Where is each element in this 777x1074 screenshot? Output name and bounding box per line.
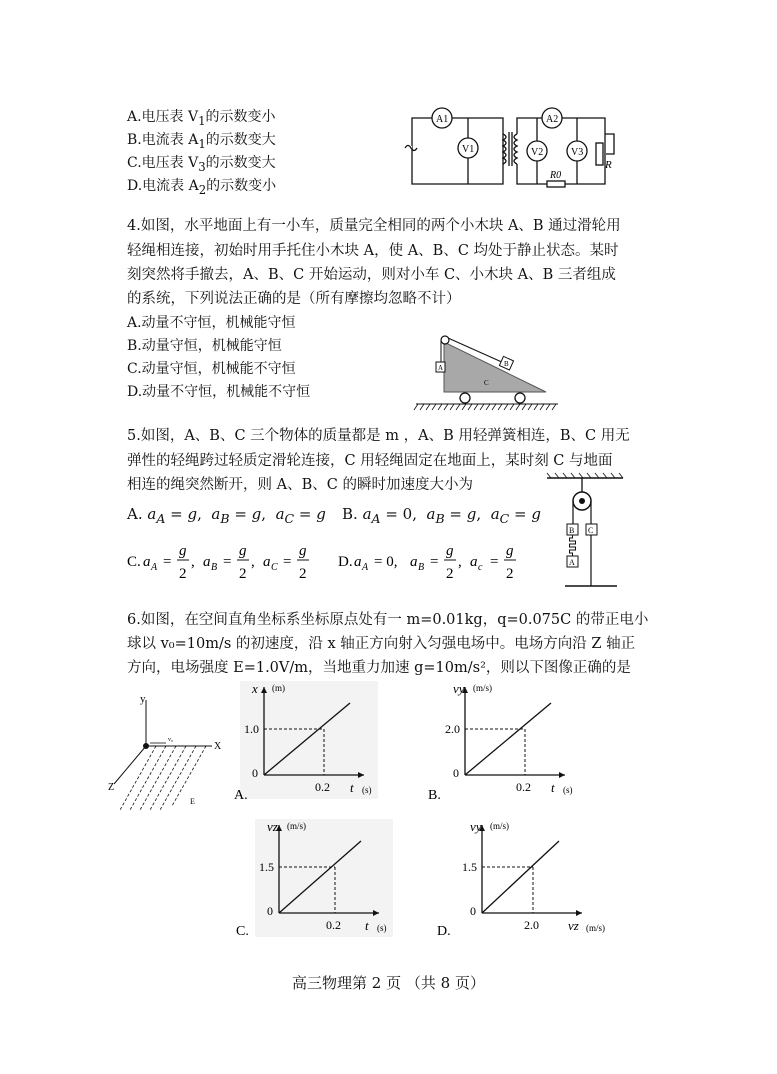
svg-text:a: a bbox=[470, 554, 478, 570]
y-axis-name: vy bbox=[470, 819, 482, 834]
cart-c-label: C bbox=[484, 379, 489, 387]
x-axis-unit: (s) bbox=[362, 785, 372, 795]
y-tick-label: 1.5 bbox=[462, 860, 477, 874]
x-tick-label: 2.0 bbox=[524, 918, 539, 932]
q4-line-1: 4.如图，水平地面上有一小车，质量完全相同的两个小木块 A、B 通过滑轮用 bbox=[127, 218, 621, 234]
x-arrow bbox=[559, 772, 565, 778]
q4-line-2: 轻绳相连接，初始时用手托住小木块 A，使 A、B、C 均处于静止状态。某时 bbox=[127, 243, 619, 259]
v0-label: v₀ bbox=[168, 737, 174, 743]
x-axis-label: X bbox=[214, 741, 222, 752]
svg-text:B: B bbox=[211, 562, 218, 573]
y-axis-name: vy bbox=[453, 681, 465, 696]
svg-text:a: a bbox=[263, 554, 271, 570]
svg-text:g: g bbox=[506, 543, 514, 559]
q5-line-1: 5.如图，A、B、C 三个物体的质量都是 m ，A、B 用轻弹簧相连，B、C 用无 bbox=[127, 428, 630, 444]
svg-text:2: 2 bbox=[239, 566, 247, 582]
graph-option-letter: B. bbox=[428, 788, 441, 803]
x-axis-unit: (m/s) bbox=[586, 923, 605, 933]
e-field-label: E bbox=[190, 797, 195, 806]
y-axis-unit: (m/s) bbox=[490, 821, 509, 831]
y-axis-unit: (m/s) bbox=[287, 821, 306, 831]
svg-text:2: 2 bbox=[506, 566, 514, 582]
y-axis-unit: (m/s) bbox=[473, 683, 492, 693]
q6-line-2: 球以 v₀=10m/s 的初速度，沿 x 轴正方向射入匀强电场中。电场方向沿 Z 轴正 bbox=[127, 636, 636, 652]
x-tick-label: 0.2 bbox=[326, 918, 341, 932]
x-axis-unit: (s) bbox=[377, 923, 387, 933]
graph-option-letter: D. bbox=[437, 924, 451, 939]
svg-text:g: g bbox=[179, 543, 187, 559]
v3-label: V3 bbox=[571, 147, 584, 158]
svg-text:C: C bbox=[271, 562, 278, 573]
q4-option-d: D.动量不守恒，机械能不守恒 bbox=[127, 384, 311, 400]
block-b-label: B bbox=[504, 360, 509, 368]
svg-text:=: = bbox=[223, 554, 232, 570]
svg-text:,: , bbox=[458, 554, 462, 570]
svg-text:B: B bbox=[418, 562, 425, 573]
x-arrow bbox=[576, 910, 582, 916]
a2-label: A2 bbox=[546, 114, 559, 125]
svg-text:=: = bbox=[163, 554, 172, 570]
q4-option-c: C.动量守恒，机械能不守恒 bbox=[127, 361, 296, 377]
q4-option-b: B.动量守恒，机械能守恒 bbox=[127, 338, 282, 354]
q3-option-d: D.电流表 $A_2$的示数变小 bbox=[127, 178, 277, 197]
graph-option-letter: A. bbox=[234, 788, 248, 803]
r-label: R bbox=[605, 159, 612, 171]
y-tick-label: 1.0 bbox=[244, 722, 259, 736]
svg-text:A: A bbox=[151, 562, 158, 573]
q5-line-3: 相连的绳突然断开，则 A、B、C 的瞬时加速度大小为 bbox=[127, 477, 473, 493]
data-line bbox=[482, 841, 559, 913]
svg-text:a: a bbox=[410, 554, 418, 570]
y-axis-unit: (m) bbox=[272, 683, 285, 693]
svg-text:2: 2 bbox=[446, 566, 454, 582]
x-axis-name: vz bbox=[568, 918, 579, 933]
svg-text:=: = bbox=[430, 554, 439, 570]
svg-text:2: 2 bbox=[299, 566, 307, 582]
svg-text:D.: D. bbox=[338, 554, 353, 570]
v1-label: V1 bbox=[462, 144, 475, 155]
v2-label: V2 bbox=[531, 147, 544, 158]
svg-text:g: g bbox=[299, 543, 307, 559]
svg-text:g: g bbox=[446, 543, 454, 559]
y-axis-label: y bbox=[140, 693, 146, 705]
svg-text:=: = bbox=[490, 554, 499, 570]
graph-option-4 bbox=[437, 819, 605, 939]
data-line bbox=[465, 703, 551, 775]
origin-label: 0 bbox=[453, 766, 459, 780]
block-a-label: A bbox=[438, 364, 444, 372]
svg-text:c: c bbox=[478, 562, 483, 573]
origin-label: 0 bbox=[252, 766, 258, 780]
r0-label: R0 bbox=[550, 170, 562, 181]
q4-line-3: 刻突然将手撤去，A、B、C 开始运动，则对小车 C、小木块 A、B 三者组成 bbox=[127, 267, 616, 283]
origin-label: 0 bbox=[470, 904, 476, 918]
x-axis-name: t bbox=[551, 780, 555, 795]
svg-text:a: a bbox=[354, 554, 362, 570]
q5-option-a: A. $a_A = g$, $a_B = g$, $a_C = g$ bbox=[127, 505, 326, 526]
block-a-label: A bbox=[569, 558, 575, 567]
svg-text:g: g bbox=[239, 543, 247, 559]
z-axis-label: Z bbox=[108, 782, 115, 793]
y-axis-name: vz bbox=[267, 819, 278, 834]
x-axis-unit: (s) bbox=[563, 785, 573, 795]
x-axis-name: t bbox=[350, 780, 354, 795]
graph-option-letter: C. bbox=[236, 924, 249, 939]
svg-text:= 0,: = 0, bbox=[374, 554, 398, 570]
y-tick-label: 1.5 bbox=[259, 860, 274, 874]
origin-label: 0 bbox=[267, 904, 273, 918]
graph-option-3 bbox=[236, 819, 393, 939]
svg-text:a: a bbox=[203, 554, 211, 570]
svg-text:A: A bbox=[362, 562, 369, 573]
q4-line-4: 的系统，下列说法正确的是（所有摩擦均忽略不计） bbox=[127, 291, 461, 307]
block-c-label: C bbox=[588, 526, 594, 535]
graph-option-2 bbox=[428, 681, 573, 803]
q3-option-a: A.电压表 $V_1$的示数变小 bbox=[127, 109, 276, 128]
a1-label: A1 bbox=[436, 114, 449, 125]
x-axis-name: t bbox=[365, 918, 369, 933]
x-tick-label: 0.2 bbox=[516, 780, 531, 794]
graph-option-1 bbox=[234, 681, 378, 803]
page-footer: 高三物理第 2 页 （共 8 页） bbox=[292, 974, 485, 992]
q4-option-a: A.动量不守恒，机械能守恒 bbox=[127, 315, 296, 331]
q6-line-1: 6.如图，在空间直角坐标系坐标原点处有一 m=0.01kg，q=0.075C 的带正电小 bbox=[127, 612, 649, 628]
svg-text:,: , bbox=[191, 554, 195, 570]
svg-text:,: , bbox=[251, 554, 255, 570]
q5-option-b: B. $a_A = 0$, $a_B = g$, $a_C = g$ bbox=[342, 505, 541, 526]
svg-text:C.: C. bbox=[127, 554, 141, 570]
svg-text:2: 2 bbox=[179, 566, 187, 582]
y-axis-name: x bbox=[252, 681, 258, 696]
q3-option-b: B.电流表 $A_1$的示数变大 bbox=[127, 132, 276, 151]
q6-line-3: 方向，电场强度 E=1.0V/m，当地重力加速 g=10m/s²，则以下图像正确的是 bbox=[127, 660, 631, 676]
y-tick-label: 2.0 bbox=[445, 722, 460, 736]
block-b-label: B bbox=[569, 526, 575, 535]
svg-text:=: = bbox=[283, 554, 292, 570]
x-tick-label: 0.2 bbox=[315, 780, 330, 794]
q5-line-2: 弹性的轻绳跨过轻质定滑轮连接，C 用轻绳固定在地面上，某时刻 C 与地面 bbox=[127, 453, 613, 469]
q3-option-c: C.电压表 $V_3$的示数变大 bbox=[127, 155, 276, 174]
svg-text:a: a bbox=[143, 554, 151, 570]
